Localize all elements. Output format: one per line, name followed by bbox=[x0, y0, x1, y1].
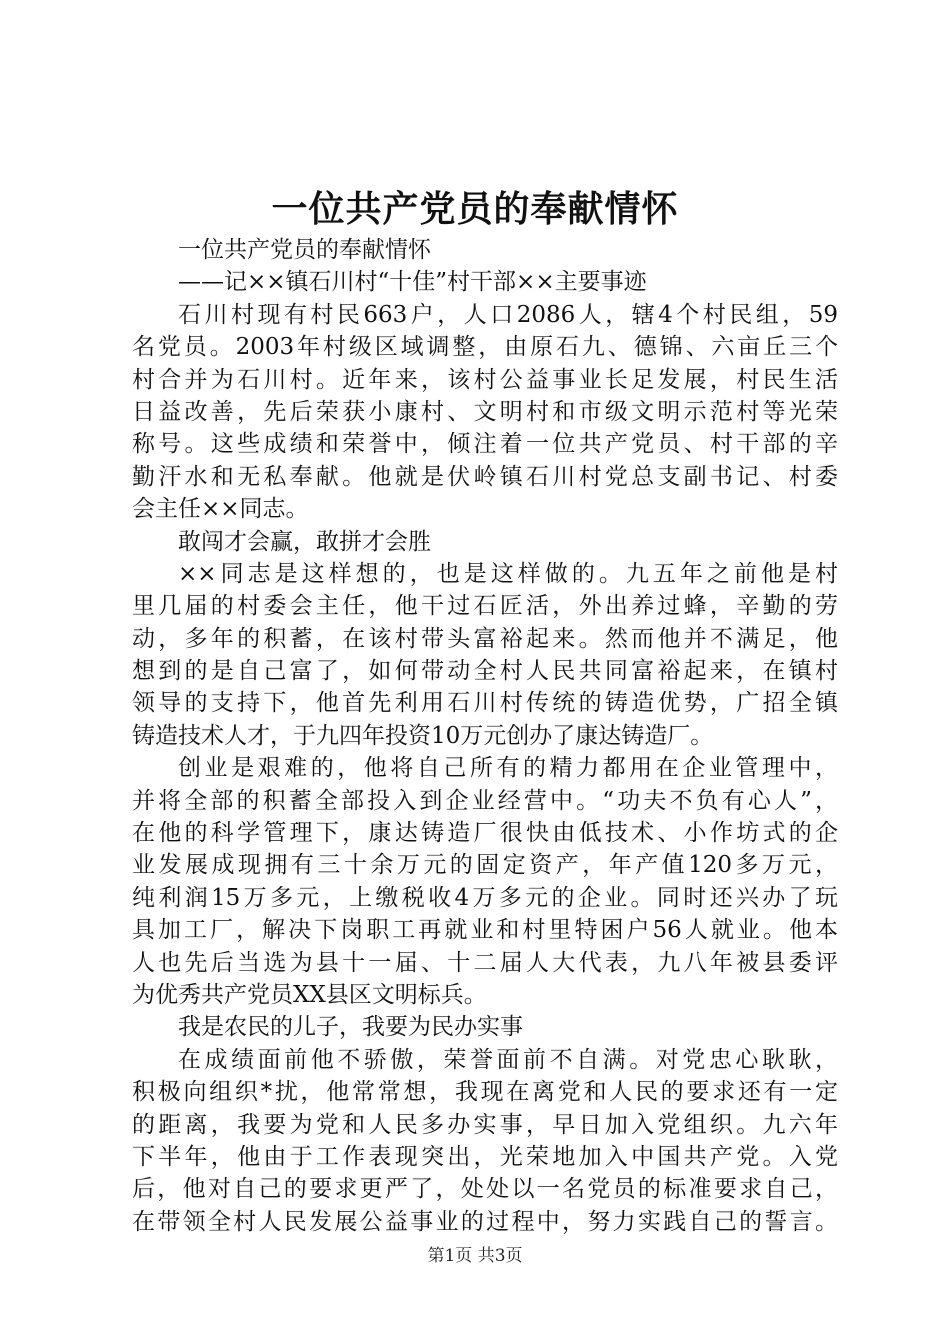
body-line: 领导的支持下，他首先利用石川村传统的铸造优势，广招全镇 bbox=[132, 690, 838, 717]
body-line: 会主任××同志。 bbox=[132, 496, 309, 523]
page-number-footer: 第1页 共3页 bbox=[427, 1246, 523, 1266]
document-body bbox=[132, 234, 838, 1238]
body-line: 我是农民的儿子，我要为民办实事 bbox=[178, 1014, 523, 1041]
body-line: 一位共产党员的奉献情怀 bbox=[178, 237, 431, 263]
body-line: 的距离，我要为党和人民多办实事，早日加入党组织。九六年 bbox=[132, 1111, 838, 1138]
body-line: ××同志是这样想的，也是这样做的。九五年之前他是村 bbox=[178, 560, 838, 587]
body-line: 纯利润15万多元，上缴税收4万多元的企业。同时还兴办了玩 bbox=[132, 884, 838, 911]
body-line: 在带领全村人民发展公益事业的过程中，努力实践自己的誓言。 bbox=[132, 1208, 838, 1235]
body-line: ——记××镇石川村“十佳”村干部××主要事迹 bbox=[178, 269, 647, 296]
body-line: 具加工厂，解决下岗职工再就业和村里特困户56人就业。他本 bbox=[132, 917, 838, 944]
body-line: 在成绩面前他不骄傲，荣誉面前不自满。对党忠心耿耿， bbox=[178, 1046, 838, 1073]
body-line: 动，多年的积蓄，在该村带头富裕起来。然而他并不满足，他 bbox=[132, 625, 838, 652]
body-line: 铸造技术人才，于九四年投资10万元创办了康达铸造厂。 bbox=[132, 722, 714, 749]
body-line: 并将全部的积蓄全部投入到企业经营中。“功夫不负有心人”， bbox=[132, 787, 838, 814]
body-line: 里几届的村委会主任，他干过石匠活，外出养过蜂，辛勤的劳 bbox=[132, 593, 838, 620]
body-line: 业发展成现拥有三十余万元的固定资产，年产值120多万元， bbox=[132, 852, 838, 879]
body-line: 日益改善，先后荣获小康村、文明村和市级文明示范村等光荣 bbox=[132, 398, 838, 425]
body-line: 勤汗水和无私奉献。他就是伏岭镇石川村党总支副书记、村委 bbox=[132, 463, 838, 490]
body-line: 为优秀共产党员XX县区文明标兵。 bbox=[132, 981, 487, 1008]
body-line: 村合并为石川村。近年来，该村公益事业长足发展，村民生活 bbox=[132, 366, 838, 393]
body-line: 称号。这些成绩和荣誉中，倾注着一位共产党员、村干部的辛 bbox=[132, 431, 838, 458]
document-title: 一位共产党员的奉献情怀 bbox=[271, 189, 679, 230]
body-line: 想到的是自己富了，如何带动全村人民共同富裕起来，在镇村 bbox=[132, 658, 838, 685]
body-line: 人也先后当选为县十一届、十二届人大代表，九八年被县委评 bbox=[132, 949, 838, 976]
body-line: 在他的科学管理下，康达铸造厂很快由低技术、小作坊式的企 bbox=[132, 820, 838, 847]
body-line: 后，他对自己的要求更严了，处处以一名党员的标准要求自己， bbox=[132, 1176, 838, 1203]
body-line: 石川村现有村民663户，人口2086人，辖4个村民组，59 bbox=[178, 301, 838, 328]
body-line: 名党员。2003年村级区域调整，由原石九、德锦、六亩丘三个 bbox=[132, 334, 838, 361]
body-line: 创业是艰难的，他将自己所有的精力都用在企业管理中， bbox=[178, 755, 838, 782]
body-line: 积极向组织*扰，他常常想，我现在离党和人民的要求还有一定 bbox=[132, 1079, 838, 1106]
body-line: 敢闯才会赢，敢拼才会胜 bbox=[178, 528, 431, 555]
body-line: 下半年，他由于工作表现突出，光荣地加入中国共产党。入党 bbox=[132, 1143, 838, 1170]
